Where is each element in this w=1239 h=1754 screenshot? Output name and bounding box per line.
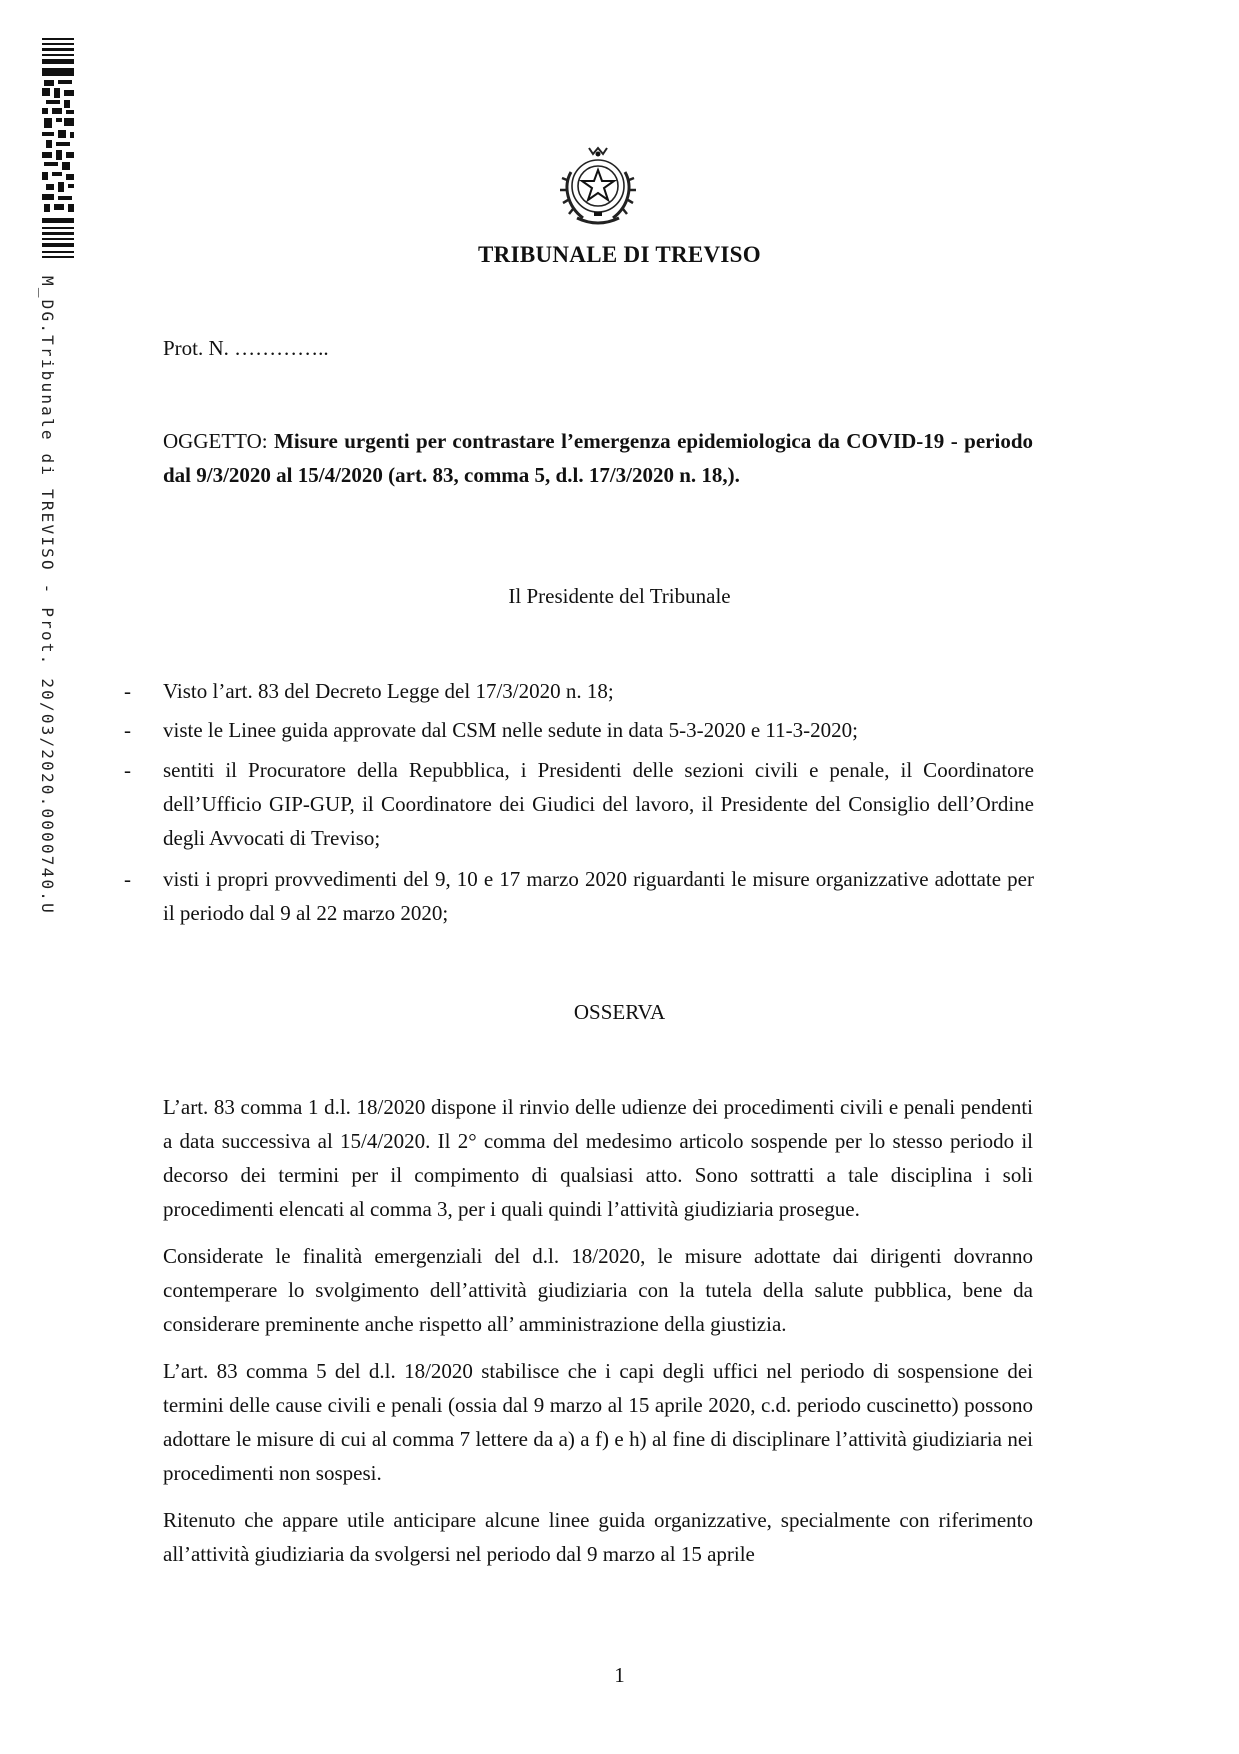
list-item-text: visti i propri provvedimenti del 9, 10 e 17 marzo 2020 riguardanti le misure organizzative adottate per il periodo dal 9 al 22 marzo 2020; (163, 867, 1034, 925)
issuer-heading: Il Presidente del Tribunale (508, 584, 731, 608)
list-dash: - (124, 758, 131, 782)
paragraph: Ritenuto che appare utile anticipare alcune linee guida organizzative, specialmente con riferimento all’attività giudiziaria da svolgersi nel periodo dal 9 marzo al 15 aprile (163, 1508, 1033, 1566)
court-title: TRIBUNALE DI TREVISO (478, 242, 761, 267)
list-item-text: sentiti il Procuratore della Repubblica, i Presidenti delle sezioni civili e penale, il Coordinatore dell’Ufficio GIP-GUP, il Coordinatore dei Giudici del lavoro, il Presidente del Consiglio dell’Ordine degli Avvocati di Treviso; (163, 758, 1034, 850)
protocol-number: Prot. N. ………….. (163, 336, 329, 360)
premises-list (124, 674, 1034, 930)
list-item (124, 753, 1034, 855)
list-item (124, 674, 1034, 708)
barcode-icon (42, 38, 74, 258)
page-number: 1 (614, 1663, 625, 1687)
protocol-stamp-text: M_DG.Tribunale di TREVISO - Prot. 20/03/2020.0000740.U (38, 276, 57, 915)
subject-text: Misure urgenti per contrastare l’emergenza epidemiologica da COVID-19 - periodo dal 9/3/2020 al 15/4/2020 (art. 83, comma 5, d.l. 17/3/2020 n. 18,). (163, 429, 1033, 487)
list-item (124, 862, 1034, 930)
section-heading-observe: OSSERVA (573, 1000, 666, 1024)
list-dash: - (124, 718, 131, 742)
italian-republic-emblem-icon (559, 142, 637, 228)
subject-label: OGGETTO: (163, 429, 268, 453)
list-dash: - (124, 679, 131, 703)
list-dash: - (124, 867, 131, 891)
subject-block (163, 424, 1033, 492)
list-item-text: viste le Linee guida approvate dal CSM nelle sedute in data 5-3-2020 e 11-3-2020; (163, 718, 858, 742)
paragraph: L’art. 83 comma 5 del d.l. 18/2020 stabilisce che i capi degli uffici nel periodo di sospensione dei termini delle cause civili e penali (ossia dal 9 marzo al 15 aprile 2020, c.d. periodo cuscinetto) possono adottare le misure di cui al comma 7 lettere da a) a f) e h) al fine di disciplinare l’attività giudiziaria nei procedimenti non sospesi. (163, 1359, 1033, 1485)
body-text (163, 1090, 1033, 1584)
list-item (124, 713, 1034, 747)
protocol-stamp (38, 276, 68, 915)
paragraph: L’art. 83 comma 1 d.l. 18/2020 dispone il rinvio delle udienze dei procedimenti civili e penali pendenti a data successiva al 15/4/2020. Il 2° comma del medesimo articolo sospende per lo stesso periodo il decorso dei termini per il compimento di qualsiasi atto. Sono sottratti a tale disciplina i soli procedimenti elencati al comma 3, per i quali quindi l’attività giudiziaria prosegue. (163, 1095, 1033, 1221)
paragraph: Considerate le finalità emergenziali del d.l. 18/2020, le misure adottate dai dirigenti dovranno contemperare lo svolgimento dell’attività giudiziaria con la tutela della salute pubblica, bene da considerare preminente anche rispetto all’ amministrazione della giustizia. (163, 1244, 1033, 1336)
list-item-text: Visto l’art. 83 del Decreto Legge del 17/3/2020 n. 18; (163, 679, 614, 703)
